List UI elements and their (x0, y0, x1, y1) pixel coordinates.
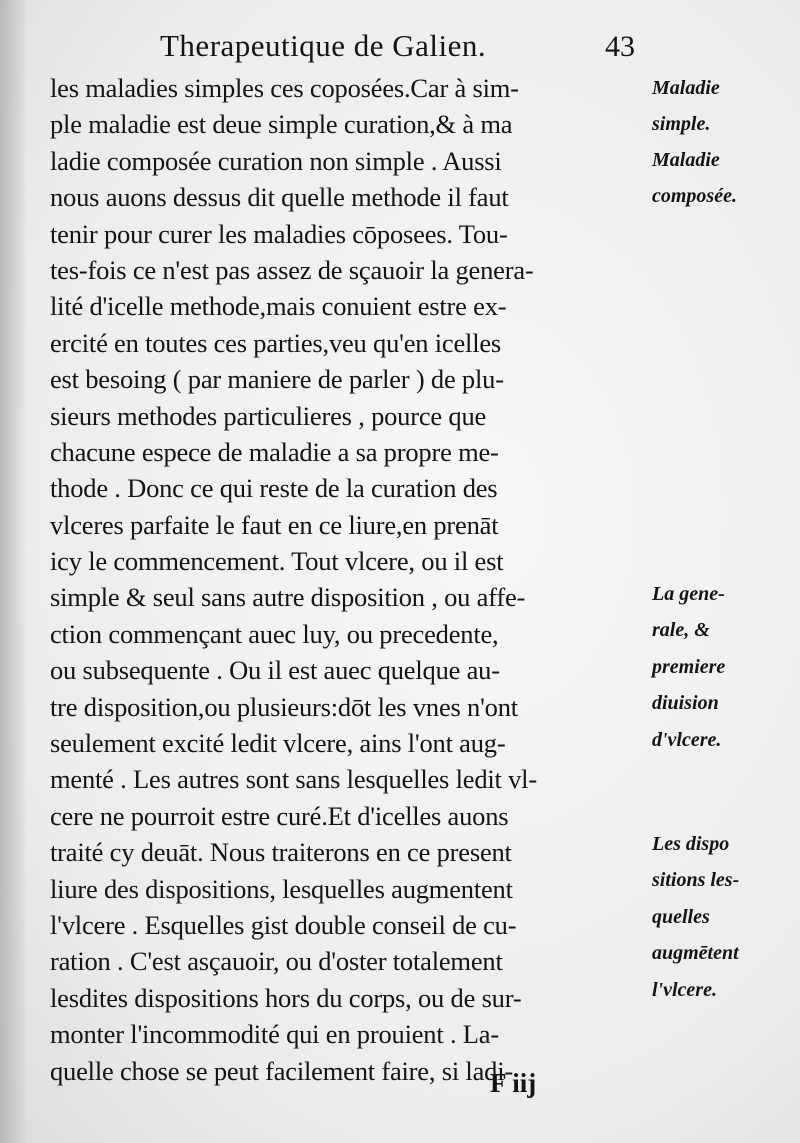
text-line: menté . Les autres sont sans lesquelles ledit vl- (50, 764, 537, 795)
text-line: icy le commencement. Tout vlcere, ou il est (50, 546, 504, 577)
text-line: l'vlcere . Esquelles gist double conseil de cu- (50, 909, 517, 940)
page-number: 43 (605, 30, 635, 63)
marginal-note-line: sitions les- (652, 869, 740, 892)
text-line: ple maladie est deue simple curation,& à ma (50, 109, 513, 140)
marginal-note-line: Maladie (652, 77, 720, 99)
text-line: thode . Donc ce qui reste de la curation des (50, 473, 498, 504)
text-line: traité cy deuāt. Nous traiterons en ce present (50, 837, 512, 868)
text-line: ou subsequente . Ou il est auec quelque au- (50, 655, 500, 686)
marginal-note-line: premiere (652, 655, 726, 678)
text-line: seulement excité ledit vlcere, ains l'ont aug- (50, 728, 506, 759)
marginal-note-dispositions (652, 826, 792, 1008)
marginal-note-line: Les dispo (652, 833, 730, 855)
running-title: Therapeutique de Galien. (160, 28, 487, 63)
text-line: vlceres parfaite le faut en ce liure,en prenāt (50, 509, 499, 540)
marginal-note-line: quelles (652, 905, 710, 928)
marginal-note-line: La gene- (652, 583, 725, 605)
text-line: ercité en toutes ces parties,veu qu'en icelles (50, 327, 502, 358)
text-line: sieurs methodes particulieres , pource que (50, 400, 487, 431)
text-line: liure des dispositions, lesquelles augmentent (50, 873, 513, 904)
text-line: nous auons dessus dit quelle methode il faut (50, 182, 509, 213)
text-line: ction commençant auec luy, ou precedente, (50, 618, 499, 649)
gutter-shadow (0, 0, 28, 1143)
marginal-note-maladie-simple (652, 70, 792, 143)
marginal-note-line: d'vlcere. (652, 728, 722, 751)
marginal-note-line: diuision (652, 692, 719, 715)
text-line: ladie composée curation non simple . Aussi (50, 145, 502, 176)
main-text-block (50, 70, 650, 1089)
marginal-note-line: composée. (652, 185, 737, 208)
text-line: chacune espece de maladie a sa propre me- (50, 436, 499, 467)
marginal-note-line: simple. (652, 113, 711, 136)
marginal-note-maladie-composee (652, 142, 792, 215)
text-line: lesdites dispositions hors du corps, ou de sur- (50, 982, 522, 1013)
signature-mark: F iij (490, 1068, 537, 1098)
marginal-note-generale-division (652, 576, 792, 758)
page-header (160, 28, 660, 72)
text-line: est besoing ( par maniere de parler ) de plu- (50, 364, 504, 395)
text-line: lité d'icelle methode,mais conuient estre ex- (50, 291, 507, 322)
text-line: tes-fois ce n'est pas assez de sçauoir la genera- (50, 254, 534, 285)
text-line: quelle chose se peut facilement faire, si ladi- (50, 1055, 513, 1086)
text-line: ration . C'est asçauoir, ou d'oster totalement (50, 946, 503, 977)
text-line: simple & seul sans autre disposition , ou affe- (50, 582, 526, 613)
text-line: monter l'incommodité qui en prouient . La- (50, 1019, 499, 1050)
marginal-note-line: rale, & (652, 619, 710, 642)
marginal-note-line: augmētent (652, 942, 739, 965)
text-line: cere ne pourroit estre curé.Et d'icelles auons (50, 800, 509, 831)
text-line: les maladies simples ces coposées.Car à sim- (50, 73, 519, 103)
marginal-note-line: Maladie (652, 149, 720, 171)
marginal-notes (652, 0, 792, 1143)
marginal-note-line: l'vlcere. (652, 978, 717, 1001)
text-line: tre disposition,ou plusieurs:dōt les vnes n'ont (50, 691, 518, 722)
text-line: tenir pour curer les maladies cōposees. Tou- (50, 218, 508, 249)
